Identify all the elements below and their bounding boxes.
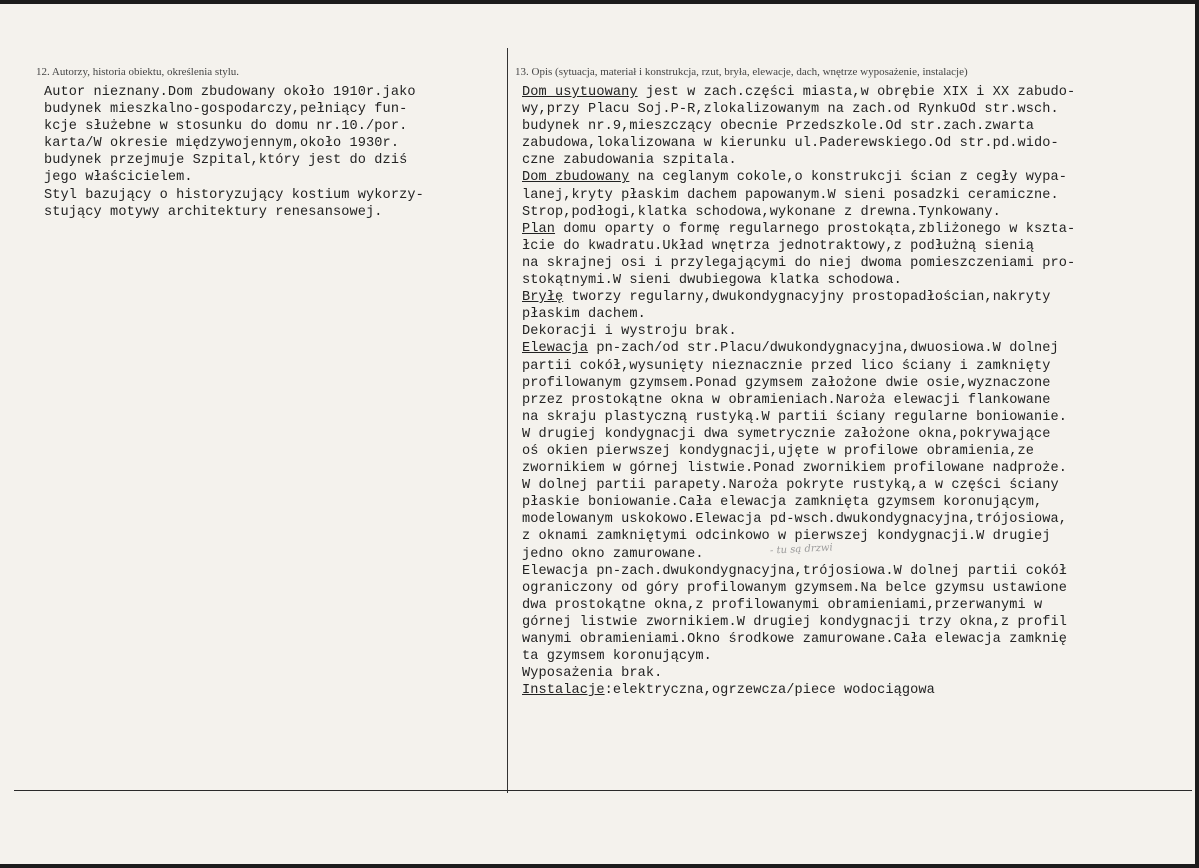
text-line: ograniczony od góry profilowanym gzymsem.Na belce gzymsu ustawione <box>522 580 1067 596</box>
handwritten-note: - tu są drzwi <box>769 542 833 557</box>
text-line: Instalacje:elektryczna,ogrzewcza/piece wodociągowa <box>522 683 935 699</box>
text-line: przez prostokątne okna w obramieniach.Naroża elewacji flankowane <box>522 392 1051 408</box>
text-line: górnej listwie zwornikiem.W drugiej kondygnacji trzy okna,z profil <box>522 614 1067 630</box>
section-keyword: Instalacje <box>522 683 605 699</box>
text-line: płaskim dachem. <box>522 307 646 323</box>
text-line: budynek mieszkalno-gospodarczy,pełniący fun- <box>44 102 408 118</box>
right-column-header: 13. Opis (sytuacja, materiał i konstrukcja, rzut, bryła, elewacje, dach, wnętrze wyposażenie, instalacje) <box>515 66 968 78</box>
text-line: karta/W okresie międzywojennym,około 1930r. <box>44 136 400 152</box>
description-text <box>522 84 1075 699</box>
history-text <box>44 84 424 221</box>
text-line: W drugiej kondygnacji dwa symetrycznie założone okna,pokrywające <box>522 426 1051 442</box>
text-line: dwa prostokątne okna,z profilowanymi obramieniami,przerwanymi w <box>522 597 1043 613</box>
text-line: na skrajnej osi i przylegającymi do niej dwoma pomieszczeniami pro- <box>522 255 1076 271</box>
text-line: Bryłę tworzy regularny,dwukondygnacyjny prostopadłościan,nakryty <box>522 290 1051 306</box>
section-keyword: Elewacja <box>522 341 589 357</box>
text-line: modelowanym uskokowo.Elewacja pd-wsch.dwukondygnacyjna,trójosiowa, <box>522 512 1067 528</box>
column-divider <box>507 48 508 793</box>
footer-rule <box>14 790 1192 791</box>
text-line: wy,przy Placu Soj.P-R,zlokalizowanym na zach.od RynkuOd str.wsch. <box>522 102 1059 118</box>
text-line: profilowanym gzymsem.Ponad gzymsem założone dwie osie,wyznaczone <box>522 375 1051 391</box>
text-line: jego właścicielem. <box>44 170 193 186</box>
text-line: Elewacja pn-zach.dwukondygnacyjna,trójosiowa.W dolnej partii cokół <box>522 563 1067 579</box>
text-line: Styl bazujący o historyzujący kostium wykorzy- <box>44 187 424 203</box>
section-keyword: Dom usytuowany <box>522 85 638 100</box>
section-keyword: Bryłę <box>522 290 564 306</box>
text-line: zabudowa,lokalizowana w kierunku ul.Paderewskiego.Od str.pd.wido- <box>522 136 1059 152</box>
text-line: łcie do kwadratu.Układ wnętrza jednotraktowy,z podłużną sienią <box>522 238 1034 254</box>
text-line: budynek przejmuje Szpital,który jest do dziś <box>44 153 408 169</box>
text-line: płaskie boniowanie.Cała elewacja zamknięta gzymsem koronującym, <box>522 495 1043 511</box>
text-line: budynek nr.9,mieszczący obecnie Przedszkole.Od str.zach.zwarta <box>522 119 1034 135</box>
text-line: czne zabudowania szpitala. <box>522 153 737 169</box>
text-line: partii cokół,wysunięty nieznacznie przed lico ściany i zamknięty <box>522 358 1051 374</box>
text-line: z oknami zamkniętymi odcinkowo w pierwszej kondygnacji.W drugiej <box>522 529 1051 545</box>
left-column-header: 12. Autorzy, historia obiektu, określenia stylu. <box>36 66 240 78</box>
section-keyword: Dom zbudowany <box>522 170 630 186</box>
text-line: Dekoracji i wystroju brak. <box>522 324 737 340</box>
text-line: Autor nieznany.Dom zbudowany około 1910r.jako <box>44 85 416 100</box>
text-line: ta gzymsem koronującym. <box>522 649 712 665</box>
text-line: oś okien pierwszej kondygnacji,ujęte w profilowe obramienia,ze <box>522 443 1034 459</box>
text-line: na skraju plastyczną rustyką.W partii ściany regularne boniowanie. <box>522 409 1067 425</box>
text-line: jedno okno zamurowane. <box>522 546 704 562</box>
text-line: kcje służebne w stosunku do domu nr.10./por. <box>44 119 408 135</box>
text-line: stokątnymi.W sieni dwubiegowa klatka schodowa. <box>522 273 902 289</box>
text-line: stujący motywy architektury renesansowej. <box>44 204 383 220</box>
text-line: Wyposażenia brak. <box>522 666 663 682</box>
section-keyword: Plan <box>522 221 556 237</box>
text-line: zwornikiem w górnej listwie.Ponad zwornikiem profilowane nadproże. <box>522 461 1067 477</box>
text-line: Dom usytuowany jest w zach.części miasta,w obrębie XIX i XX zabudo- <box>522 85 1076 100</box>
text-line: Strop,podłogi,klatka schodowa,wykonane z drewna.Tynkowany. <box>522 204 1001 220</box>
text-line: Dom zbudowany na ceglanym cokole,o konstrukcji ścian z cegły wypa- <box>522 170 1068 186</box>
text-line: W dolnej partii parapety.Naroża pokryte rustyką,a w części ściany <box>522 478 1059 494</box>
text-line: lanej,kryty płaskim dachem papowanym.W sieni posadzki ceramiczne. <box>522 187 1059 203</box>
text-line: Elewacja pn-zach/od str.Placu/dwukondygnacyjna,dwuosiowa.W dolnej <box>522 341 1059 357</box>
text-line: Plan domu oparty o formę regularnego prostokąta,zbliżonego w kszta- <box>522 221 1076 237</box>
text-line: wanymi obramieniami.Okno środkowe zamurowane.Cała elewacja zamknię <box>522 632 1067 647</box>
